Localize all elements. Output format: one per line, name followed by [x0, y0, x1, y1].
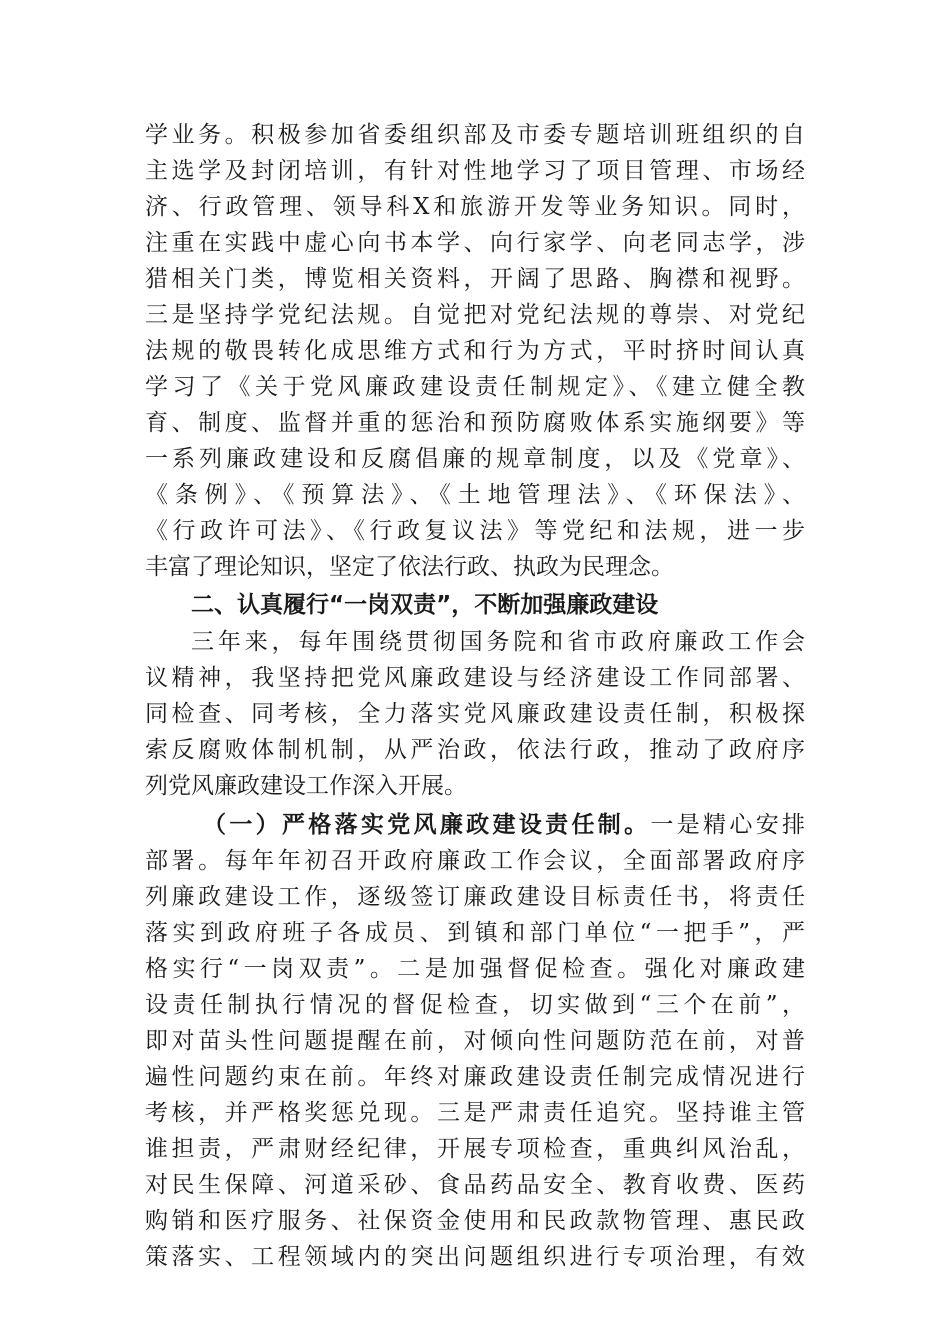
text-line: 三是坚持学党纪法规。自觉把对党纪法规的尊崇、对党纪	[145, 302, 805, 328]
text-line: 索反腐败体制机制，从严治政，依法行政，推动了政府序	[145, 737, 805, 763]
text-fragment: 一是精心安排	[650, 812, 806, 838]
text-line: 学习了《关于党风廉政建设责任制规定》、《建立健全教	[145, 374, 805, 400]
text-line: 育、制度、监督并重的惩治和预防腐败体系实施纲要》等	[145, 410, 805, 436]
text-line: 主选学及封闭培训，有针对性地学习了项目管理、市场经	[145, 158, 805, 184]
text-line: 一系列廉政建设和反腐倡廉的规章制度，以及《党章》、	[145, 446, 805, 472]
text-line: 考核，并严格奖惩兑现。三是严肃责任追究。坚持谁主管	[145, 1100, 805, 1126]
text-line: 济、行政管理、领导科X和旅游开发等业务知识。同时，	[145, 194, 805, 220]
text-line: 策落实、工程领域内的突出问题组织进行专项治理，有效	[145, 1244, 805, 1270]
text-line: 议精神，我坚持把党风廉政建设与经济建设工作同部署、	[145, 665, 805, 691]
text-line: 谁担责，严肃财经纪律，开展专项检查，重典纠风治乱，	[145, 1136, 805, 1162]
text-line: 同检查、同考核，全力落实党风廉政建设责任制，积极探	[145, 701, 805, 727]
text-line: 部署。每年年初召开政府廉政工作会议，全面部署政府序	[145, 848, 805, 874]
subheading: （一）严格落实党风廉政建设责任制。	[203, 812, 651, 838]
text-line: 落实到政府班子各成员、到镇和部门单位“一把手”，严	[145, 920, 805, 946]
text-line: 格实行“一岗双责”。二是加强督促检查。强化对廉政建	[145, 956, 805, 982]
text-line: 购销和医疗服务、社保资金使用和民政款物管理、惠民政	[145, 1208, 805, 1234]
text-line: 设责任制执行情况的督促检查，切实做到“三个在前”，	[145, 992, 805, 1018]
text-line: 列党风廉政建设工作深入开展。	[145, 773, 467, 799]
text-line: 丰富了理论知识，坚定了依法行政、执政为民理念。	[145, 554, 674, 580]
text-line: 学业务。积极参加省委组织部及市委专题培训班组织的自	[145, 122, 805, 148]
text-line: 遍性问题约束在前。年终对廉政建设责任制完成情况进行	[145, 1064, 805, 1090]
text-line: 法规的敬畏转化成思维方式和行为方式，平时挤时间认真	[145, 338, 805, 364]
section-heading: 二、认真履行“一岗双责”，不断加强廉政建设	[191, 592, 659, 618]
text-line: 列廉政建设工作，逐级签订廉政建设目标责任书，将责任	[145, 884, 805, 910]
text-line: 《行政许可法》、《行政复议法》等党纪和法规，进一步	[145, 518, 805, 544]
subheading-line	[145, 807, 805, 843]
text-line: 对民生保障、河道采砂、食品药品安全、教育收费、医药	[145, 1172, 805, 1198]
text-line: 《条例》、《预算法》、《土地管理法》、《环保法》、	[145, 482, 805, 508]
text-line: 三年来，每年围绕贯彻国务院和省市政府廉政工作会	[191, 629, 805, 655]
text-line: 即对苗头性问题提醒在前，对倾向性问题防范在前，对普	[145, 1028, 805, 1054]
text-line: 注重在实践中虚心向书本学、向行家学、向老同志学，涉	[145, 230, 805, 256]
text-line: 猎相关门类，博览相关资料，开阔了思路、胸襟和视野。	[145, 266, 805, 292]
